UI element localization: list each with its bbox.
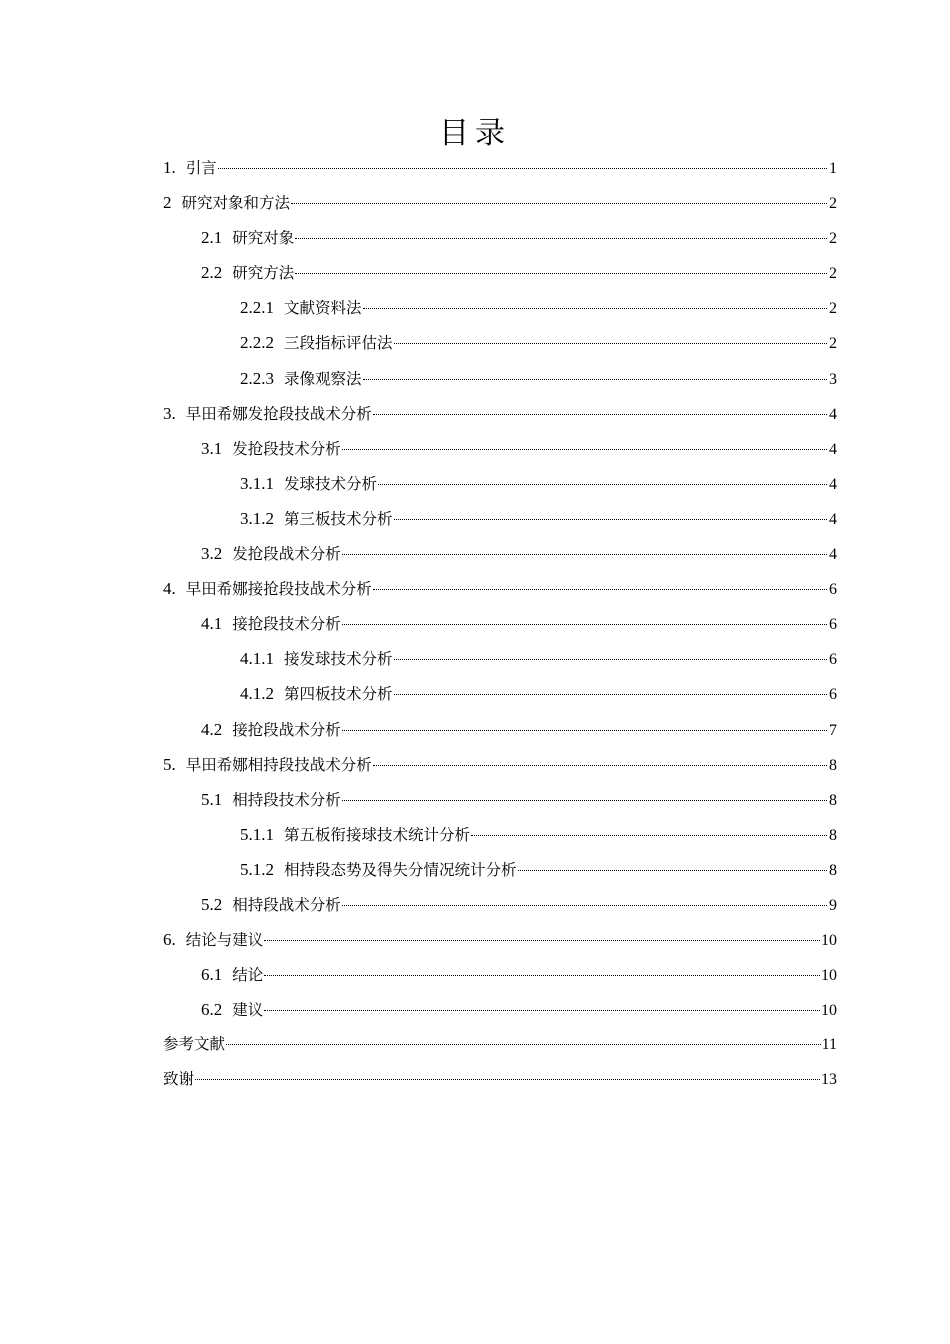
toc-entry-title: 致谢 <box>163 1070 195 1089</box>
toc-entry[interactable] <box>163 641 837 676</box>
toc-entry-number: 3.1.2 <box>240 508 274 528</box>
toc-entry-title: 相持段战术分析 <box>232 895 341 914</box>
toc-dot-leader <box>218 168 827 169</box>
toc-page-number: 4 <box>829 440 837 458</box>
toc-page-number: 10 <box>821 932 837 950</box>
toc-entry[interactable] <box>163 325 837 360</box>
toc-dot-leader <box>363 379 827 380</box>
toc-entry-title: 早田希娜接抢段技战术分析 <box>185 580 372 599</box>
toc-dot-leader <box>264 975 820 976</box>
toc-dot-leader <box>373 589 827 590</box>
toc-entry[interactable] <box>163 466 837 501</box>
toc-dot-leader <box>226 1044 821 1045</box>
toc-entry[interactable] <box>163 712 837 747</box>
toc-entry-title: 结论 <box>232 966 264 985</box>
toc-entry-number: 4.1.1 <box>240 649 274 669</box>
toc-dot-leader <box>195 1079 820 1080</box>
toc-entry-title: 相持段态势及得失分情况统计分析 <box>284 860 517 879</box>
toc-entry-title: 文献资料法 <box>284 299 362 318</box>
toc-entry[interactable] <box>163 220 837 255</box>
toc-entry[interactable] <box>163 501 837 536</box>
toc-page-number: 8 <box>829 756 837 774</box>
toc-entry-title: 研究对象 <box>232 229 295 248</box>
toc-entry-title: 发抢段战术分析 <box>232 545 341 564</box>
toc-page-number: 8 <box>829 861 837 879</box>
toc-dot-leader <box>342 624 827 625</box>
toc-page-number: 6 <box>829 686 837 704</box>
toc-entry-number: 4.1.2 <box>240 684 274 704</box>
toc-dot-leader <box>518 870 827 871</box>
toc-entry[interactable] <box>163 361 837 396</box>
toc-entry-title: 三段指标评估法 <box>284 334 393 353</box>
toc-dot-leader <box>295 238 827 239</box>
toc-entry[interactable] <box>163 396 837 431</box>
toc-page-number: 7 <box>829 721 837 739</box>
toc-entry[interactable] <box>163 817 837 852</box>
toc-entry-title: 引言 <box>185 159 217 177</box>
toc-entry-title: 接抢段技术分析 <box>232 615 341 634</box>
page-title: 目录 <box>439 116 511 151</box>
table-of-contents <box>163 150 837 1098</box>
toc-dot-leader <box>363 308 827 309</box>
toc-entry-title: 接发球技术分析 <box>284 650 393 669</box>
toc-dot-leader <box>342 800 827 801</box>
toc-entry[interactable] <box>163 747 837 782</box>
toc-entry[interactable] <box>163 431 837 466</box>
toc-dot-leader <box>394 694 827 695</box>
toc-entry[interactable] <box>163 992 837 1027</box>
toc-entry-number: 2.2.3 <box>240 368 274 388</box>
toc-entry-number: 3.1.1 <box>240 473 274 493</box>
toc-entry-title: 建议 <box>232 1001 264 1020</box>
toc-page-number: 4 <box>829 475 837 493</box>
toc-dot-leader <box>373 765 827 766</box>
toc-entry-number: 2.2.1 <box>240 298 274 318</box>
toc-entry-number: 2 <box>163 193 172 213</box>
toc-entry-title: 参考文献 <box>163 1035 226 1054</box>
toc-page-number: 8 <box>829 791 837 809</box>
toc-page-number: 8 <box>829 826 837 844</box>
toc-page-number: 2 <box>829 335 837 353</box>
toc-page-number: 3 <box>829 370 837 388</box>
toc-entry[interactable] <box>163 1062 837 1097</box>
toc-entry-title: 研究方法 <box>232 264 295 283</box>
toc-entry-number: 4.1 <box>201 614 223 634</box>
toc-page-number: 4 <box>829 510 837 528</box>
toc-page-number: 1 <box>829 160 837 177</box>
toc-page-number: 10 <box>821 1002 837 1020</box>
toc-page-number: 6 <box>829 581 837 599</box>
toc-dot-leader <box>394 659 827 660</box>
toc-entry[interactable] <box>163 887 837 922</box>
toc-page-number: 13 <box>821 1071 837 1089</box>
toc-page-number: 6 <box>829 651 837 669</box>
toc-entry-title: 第五板衔接球技术统计分析 <box>284 825 471 844</box>
toc-dot-leader <box>342 554 827 555</box>
toc-page-number: 2 <box>829 230 837 248</box>
toc-entry-title: 接抢段战术分析 <box>232 720 341 739</box>
toc-page-number: 4 <box>829 546 837 564</box>
toc-entry-number: 6.2 <box>201 1000 223 1020</box>
toc-entry-number: 6.1 <box>201 965 223 985</box>
toc-entry-number: 2.2 <box>201 263 223 283</box>
toc-entry-title: 结论与建议 <box>185 931 264 950</box>
toc-page-number: 2 <box>829 265 837 283</box>
toc-entry-number: 5.2 <box>201 894 223 914</box>
toc-entry-number: 5. <box>163 754 176 774</box>
toc-entry-number: 4.2 <box>201 719 223 739</box>
toc-entry[interactable] <box>163 536 837 571</box>
toc-page-number: 10 <box>821 967 837 985</box>
toc-entry[interactable] <box>163 150 837 185</box>
toc-dot-leader <box>264 1010 820 1011</box>
toc-entry-number: 5.1 <box>201 789 223 809</box>
toc-page-number: 2 <box>829 300 837 318</box>
toc-entry-title: 发球技术分析 <box>284 474 378 493</box>
toc-entry-title: 早田希娜发抢段技战术分析 <box>185 404 372 423</box>
toc-entry[interactable] <box>163 922 837 957</box>
toc-entry-number: 5.1.2 <box>240 859 274 879</box>
toc-entry-title: 录像观察法 <box>284 369 362 388</box>
toc-dot-leader <box>291 203 827 204</box>
toc-entry-number: 5.1.1 <box>240 824 274 844</box>
toc-page-number: 4 <box>829 405 837 423</box>
toc-entry[interactable] <box>163 571 837 606</box>
toc-entry-title: 相持段技术分析 <box>232 790 341 809</box>
toc-dot-leader <box>342 449 827 450</box>
toc-dot-leader <box>342 730 827 731</box>
toc-dot-leader <box>394 519 827 520</box>
toc-page-number: 11 <box>821 1036 837 1054</box>
toc-entry[interactable] <box>163 290 837 325</box>
toc-entry-title: 早田希娜相持段技战术分析 <box>185 755 372 774</box>
toc-entry[interactable] <box>163 185 837 220</box>
toc-dot-leader <box>264 940 820 941</box>
toc-page-number: 6 <box>829 616 837 634</box>
toc-dot-leader <box>471 835 827 836</box>
toc-entry-title: 第三板技术分析 <box>284 509 393 528</box>
toc-dot-leader <box>373 414 827 415</box>
toc-entry-number: 6. <box>163 930 176 950</box>
toc-dot-leader <box>394 343 827 344</box>
toc-entry-number: 3. <box>163 403 176 423</box>
toc-entry-number: 3.2 <box>201 544 223 564</box>
toc-entry-number: 1. <box>163 158 176 177</box>
toc-entry[interactable] <box>163 606 837 641</box>
toc-entry[interactable] <box>163 782 837 817</box>
toc-page-number: 2 <box>829 195 837 213</box>
toc-entry[interactable] <box>163 676 837 711</box>
toc-entry[interactable] <box>163 1027 837 1062</box>
toc-entry-number: 3.1 <box>201 438 223 458</box>
toc-dot-leader <box>295 273 827 274</box>
toc-dot-leader <box>342 905 827 906</box>
toc-entry[interactable] <box>163 852 837 887</box>
toc-entry-number: 4. <box>163 579 176 599</box>
toc-entry[interactable] <box>163 957 837 992</box>
toc-page-number: 9 <box>829 896 837 914</box>
toc-entry-title: 发抢段技术分析 <box>232 439 341 458</box>
toc-entry-title: 第四板技术分析 <box>284 685 393 704</box>
toc-entry-number: 2.1 <box>201 228 223 248</box>
toc-dot-leader <box>378 484 827 485</box>
toc-entry[interactable] <box>163 255 837 290</box>
toc-entry-number: 2.2.2 <box>240 333 274 353</box>
toc-entry-title: 研究对象和方法 <box>181 194 291 213</box>
